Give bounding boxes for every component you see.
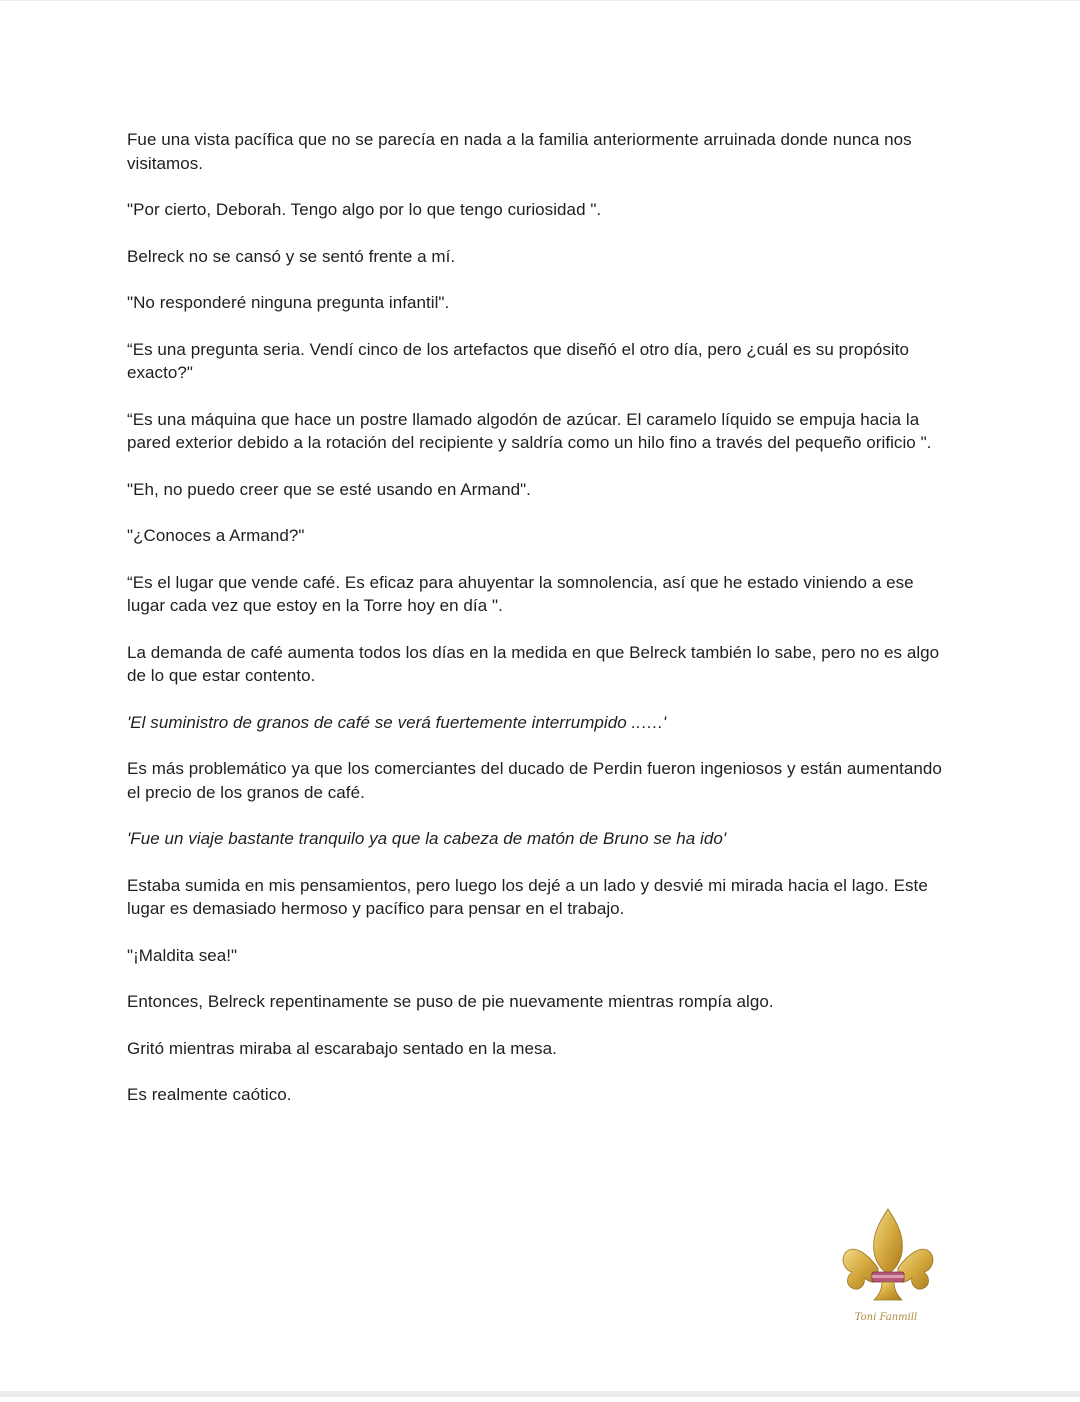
paragraph: Estaba sumida en mis pensamientos, pero luego los dejé a un lado y desvié mi mirada hacia el lago. Este lugar es demasiado hermoso y pacífico para pensar en el trabajo.	[127, 875, 928, 918]
paragraph: 'Fue un viaje bastante tranquilo ya que la cabeza de matón de Bruno se ha ido'	[127, 829, 727, 848]
fleur-de-lis-logo	[838, 1204, 938, 1329]
paragraph: 'El suministro de granos de café se verá fuertemente interrumpido ..….'	[127, 712, 667, 732]
paragraph: "No responderé ninguna pregunta infantil".	[127, 293, 450, 312]
paragraph: Es realmente caótico.	[127, 1085, 292, 1104]
paragraph: Es más problemático ya que los comerciantes del ducado de Perdin fueron ingeniosos y están aumentando el precio de los granos de café.	[127, 759, 942, 802]
paragraph: "¡Maldita sea!"	[127, 945, 238, 965]
paragraph: Fue una vista pacífica que no se parecía en nada a la familia anteriormente arruinada donde nunca nos visitamos.	[127, 130, 912, 173]
paragraph: Gritó mientras miraba al escarabajo sentado en la mesa.	[127, 1038, 557, 1058]
paragraph: “Es una pregunta seria. Vendí cinco de los artefactos que diseñó el otro día, pero ¿cuál es su propósito exacto?"	[127, 339, 910, 382]
logo-signature-text: Toni Fanmill	[854, 1312, 918, 1323]
fleur-de-lis-icon	[843, 1209, 933, 1300]
document-body	[127, 128, 953, 1130]
paragraph: “Es una máquina que hace un postre llamado algodón de azúcar. El caramelo líquido se empuja hacia la pared exterior debido a la rotación del recipiente y saldría como un hilo fino a través del pequeño orificio ".	[127, 409, 932, 452]
paragraph: La demanda de café aumenta todos los días en la medida en que Belreck también lo sabe, pero no es algo de lo que estar contento.	[127, 642, 940, 685]
page-bottom-edge	[0, 1391, 1080, 1397]
paragraph: "Por cierto, Deborah. Tengo algo por lo que tengo curiosidad ".	[127, 200, 602, 219]
paragraph: Entonces, Belreck repentinamente se puso de pie nuevamente mientras rompía algo.	[127, 992, 774, 1011]
paragraph: "¿Conoces a Armand?"	[127, 526, 305, 545]
paragraph: “Es el lugar que vende café. Es eficaz para ahuyentar la somnolencia, así que he estado viniendo a ese lugar cada vez que estoy en la Torre hoy en día ".	[127, 572, 914, 615]
paragraph: "Eh, no puedo creer que se esté usando en Armand".	[127, 479, 531, 499]
paragraph: Belreck no se cansó y se sentó frente a mí.	[127, 246, 456, 266]
